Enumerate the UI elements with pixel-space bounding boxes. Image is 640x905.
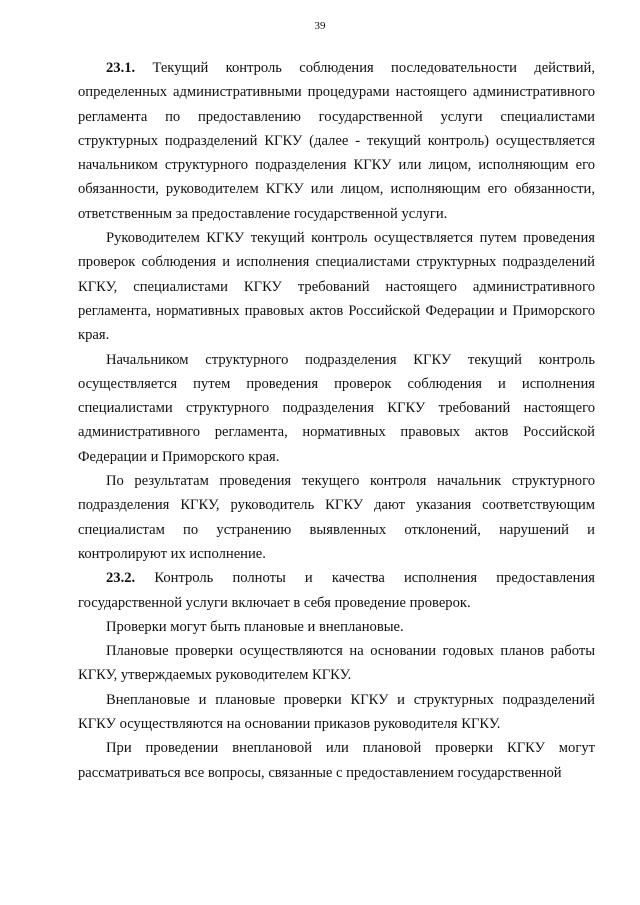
paragraph-23-2 (78, 566, 595, 615)
paragraph-inspection-scope (78, 736, 595, 785)
paragraph-planned-inspections (78, 639, 595, 688)
paragraph-head-control (78, 226, 595, 347)
paragraph-text: По результатам проведения текущего контроля начальник структурного подразделения КГКУ, руководитель КГКУ дают указания соответствующим специалистам по устранению выявленных отклонений, нарушений и контролируют их исполнение. (78, 473, 595, 562)
paragraph-text: Внеплановые и плановые проверки КГКУ и структурных подразделений КГКУ осуществляются на основании приказов руководителя КГКУ. (78, 691, 595, 733)
paragraph-text: Плановые проверки осуществляются на основании годовых планов работы КГКУ, утверждаемых руководителем КГКУ. (78, 643, 595, 684)
paragraph-23-1 (78, 56, 595, 226)
paragraph-text: При проведении внеплановой или плановой проверки КГКУ могут рассматриваться все вопросы, связанные с предоставлением государственной (78, 740, 595, 781)
paragraph-inspection-types (78, 615, 595, 639)
paragraph-text: Проверки могут быть плановые и внеплановые. (106, 618, 404, 635)
paragraph-unplanned-inspections (78, 688, 595, 737)
paragraph-text: Текущий контроль соблюдения последовательности действий, определенных административными процедурами настоящего административного регламента по предоставлению государственной услуги специалистами структурных подразделений КГКУ (далее - текущий контроль) осуществляется начальником структурного подразделения КГКУ или лицом, исполняющим его обязанности, руководителем КГКУ или лицом, исполняющим его обязанности, ответственным за предоставление государственной услуги. (78, 60, 595, 222)
paragraph-control-results (78, 469, 595, 566)
paragraph-text: Контроль полноты и качества исполнения предоставления государственной услуги включает в себя проведение проверок. (78, 570, 595, 611)
section-number: 23.1. (106, 60, 136, 76)
section-number: 23.2. (106, 570, 136, 587)
paragraph-text: Начальником структурного подразделения КГКУ текущий контроль осуществляется путем проведения проверок соблюдения и исполнения специалистами структурного подразделения КГКУ требований настоящего административного регламента, нормативных правовых актов Российской Федерации и Приморского края. (78, 351, 595, 465)
paragraph-division-control (78, 348, 595, 469)
page-number: 39 (314, 20, 326, 32)
document-body (78, 56, 595, 785)
paragraph-text: Руководителем КГКУ текущий контроль осуществляется путем проведения проверок соблюдения и исполнения специалистами структурных подразделений КГКУ, специалистами КГКУ требований настоящего административного регламента, нормативных правовых актов Российской Федерации и Приморского края. (78, 230, 595, 344)
